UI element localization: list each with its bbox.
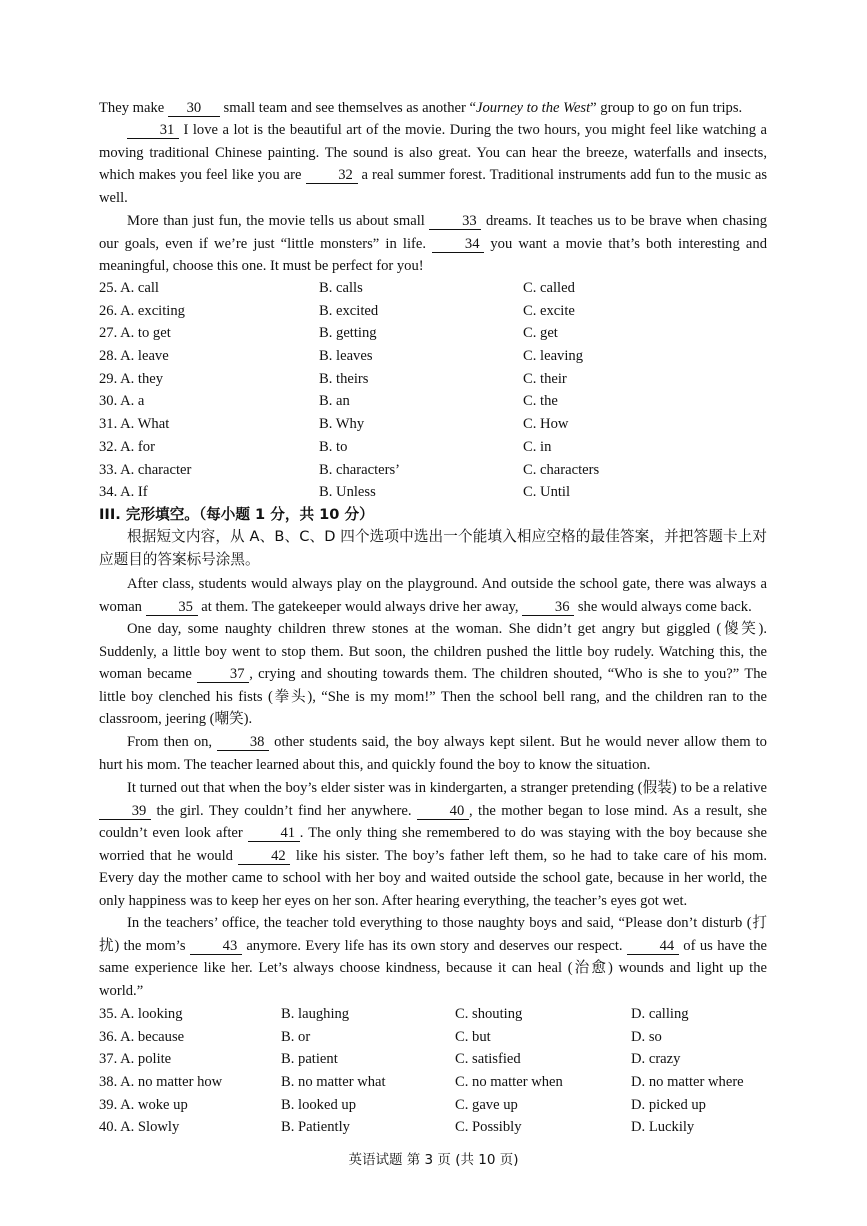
option-c[interactable]: C. leaving xyxy=(523,348,583,365)
option-row-40 xyxy=(99,1116,767,1139)
option-a[interactable]: 26. A. exciting xyxy=(99,302,185,319)
option-b[interactable]: B. an xyxy=(319,393,350,410)
option-a[interactable]: 32. A. for xyxy=(99,438,155,455)
option-b[interactable]: B. no matter what xyxy=(281,1074,386,1091)
text: . The only thing she remembered to do was staying with the boy because she worried that he would xyxy=(99,825,767,864)
option-a[interactable]: 36. A. because xyxy=(99,1028,185,1045)
option-row-35 xyxy=(99,1003,767,1026)
passage2-paragraph-5 xyxy=(99,912,767,1002)
option-row-31 xyxy=(99,413,767,436)
option-row-30 xyxy=(99,390,767,413)
option-b[interactable]: B. Why xyxy=(319,416,365,433)
option-a[interactable]: 25. A. call xyxy=(99,280,159,296)
blank-43[interactable]: 43 xyxy=(190,939,242,955)
option-a[interactable]: 30. A. a xyxy=(99,393,145,410)
text: dreams. It teaches us to be brave when chasing our goals, even if we’re just “little monsters” in life. xyxy=(99,213,767,252)
option-a[interactable]: 34. A. If xyxy=(99,484,148,501)
option-c[interactable]: C. How xyxy=(523,416,569,433)
option-c[interactable]: C. their xyxy=(523,370,567,387)
section-heading: III. 完形填空。（每小题 1 分，共 10 分） xyxy=(99,506,374,523)
blank-44[interactable]: 44 xyxy=(627,939,679,955)
text: she would always come back. xyxy=(574,598,752,615)
option-b[interactable]: B. to xyxy=(319,438,348,455)
blank-37[interactable]: 37 xyxy=(197,667,249,683)
passage2-paragraph-1 xyxy=(99,573,767,618)
option-c[interactable]: C. gave up xyxy=(455,1096,518,1113)
text: like his sister. The boy’s father left them, so he had to take care of his mom. Every day the mother came to school with her boy and waited outside the school gate, because in her world, the only happiness was to keep her eyes on her son. After hearing everything, the teacher’s eyes got wet. xyxy=(99,847,767,909)
option-b[interactable]: B. leaves xyxy=(319,348,373,365)
option-b[interactable]: B. excited xyxy=(319,302,379,319)
blank-39[interactable]: 39 xyxy=(99,804,151,820)
blank-31[interactable]: 31 xyxy=(127,123,179,139)
text: After class, students would always play on the playground. And outside the school gate, there was always a woman xyxy=(99,576,767,615)
option-b[interactable]: B. laughing xyxy=(281,1006,350,1022)
option-row-32 xyxy=(99,436,767,459)
option-row-28 xyxy=(99,345,767,368)
text: , crying and shouting towards them. The children shouted, “Who is she to you?” The little boy clenched his fists (拳头), “She is my mom!” Then the school bell rang, and the children ran to the classroom, jeering (嘲笑). xyxy=(99,666,768,728)
blank-36[interactable]: 36 xyxy=(522,600,574,616)
option-row-37 xyxy=(99,1048,767,1071)
option-c[interactable]: C. excite xyxy=(523,302,575,319)
blank-30[interactable]: 30 xyxy=(168,101,220,117)
option-b[interactable]: B. patient xyxy=(281,1051,338,1068)
option-a[interactable]: 40. A. Slowly xyxy=(99,1119,180,1136)
option-a[interactable]: 27. A. to get xyxy=(99,325,171,342)
blank-42[interactable]: 42 xyxy=(238,849,290,865)
blank-32[interactable]: 32 xyxy=(306,168,358,184)
option-b[interactable]: B. Unless xyxy=(319,484,376,501)
option-c[interactable]: C. shouting xyxy=(455,1006,523,1022)
option-b[interactable]: B. getting xyxy=(319,325,377,342)
blank-38[interactable]: 38 xyxy=(217,735,269,751)
option-c[interactable]: C. called xyxy=(523,280,575,296)
option-row-27 xyxy=(99,322,767,345)
option-a[interactable]: 31. A. What xyxy=(99,416,170,433)
option-row-36 xyxy=(99,1026,767,1049)
text: the girl. They couldn’t find her anywhere. xyxy=(151,802,417,819)
option-d[interactable]: D. no matter where xyxy=(631,1074,744,1091)
text: a real summer forest. Traditional instruments add fun to the music as well. xyxy=(99,167,767,206)
option-c[interactable]: C. Possibly xyxy=(455,1119,522,1136)
passage1-paragraph-2 xyxy=(99,119,767,209)
option-c[interactable]: C. satisfied xyxy=(455,1051,521,1068)
option-a[interactable]: 37. A. polite xyxy=(99,1051,172,1068)
passage2-paragraph-2 xyxy=(99,618,767,731)
text: , the mother began to lose mind. As a result, she couldn’t even look after xyxy=(99,802,767,842)
passage2-paragraph-3 xyxy=(99,731,767,776)
option-row-29 xyxy=(99,368,767,391)
option-row-25 xyxy=(99,277,767,300)
text: I love a lot is the beautiful art of the movie. During the two hours, you might feel like watching a moving traditional Chinese painting. The sound is also great. You can hear the breeze, waterfalls and insects, which makes you feel like you are xyxy=(99,122,767,184)
option-c[interactable]: C. the xyxy=(523,393,558,410)
option-a[interactable]: 38. A. no matter how xyxy=(99,1074,223,1091)
option-b[interactable]: B. calls xyxy=(319,280,363,296)
blank-34[interactable]: 34 xyxy=(432,237,484,253)
option-c[interactable]: C. characters xyxy=(523,461,600,478)
options-35-40 xyxy=(99,1003,767,1139)
text: at them. The gatekeeper would always drive her away, xyxy=(197,598,523,615)
text: From then on, xyxy=(127,734,218,750)
text: They make xyxy=(99,100,168,116)
text: More than just fun, the movie tells us about small xyxy=(127,213,430,229)
blank-35[interactable]: 35 xyxy=(146,600,198,616)
option-c[interactable]: C. no matter when xyxy=(455,1074,563,1091)
option-d[interactable]: D. Luckily xyxy=(631,1119,695,1136)
option-d[interactable]: D. so xyxy=(631,1028,662,1045)
text: of us have the same experience like her. Let’s always choose kindness, because it can heal (治愈) wounds and light up the world.” xyxy=(99,937,767,999)
option-d[interactable]: D. crazy xyxy=(631,1051,681,1068)
text: you want a movie that’s both interesting and meaningful, choose this one. It must be perfect for you! xyxy=(99,235,767,275)
option-a[interactable]: 28. A. leave xyxy=(99,348,169,365)
option-row-33 xyxy=(99,459,767,482)
text: other students said, the boy always kept silent. But he would never allow them to hurt his mom. The teacher learned about this, and quickly found the boy to know the situation. xyxy=(99,734,767,773)
page-footer: 英语试题 第 3 页 (共 10 页) xyxy=(348,1152,519,1168)
option-c[interactable]: C. in xyxy=(523,438,552,455)
blank-40[interactable]: 40 xyxy=(417,804,469,820)
blank-41[interactable]: 41 xyxy=(248,826,300,842)
option-a[interactable]: 29. A. they xyxy=(99,370,164,387)
option-row-38 xyxy=(99,1071,767,1094)
passage1-paragraph-1 xyxy=(99,97,767,120)
text: anymore. Every life has its own story and deserves our respect. xyxy=(241,937,627,954)
text: small team and see themselves as another “ xyxy=(219,100,477,116)
option-b[interactable]: B. theirs xyxy=(319,370,369,387)
option-row-26 xyxy=(99,300,767,323)
blank-33[interactable]: 33 xyxy=(429,214,481,230)
passage1-paragraph-3 xyxy=(99,210,767,278)
option-b[interactable]: B. Patiently xyxy=(281,1119,350,1136)
option-d[interactable]: D. calling xyxy=(631,1006,689,1022)
option-d[interactable]: D. picked up xyxy=(631,1096,706,1113)
option-c[interactable]: C. but xyxy=(455,1028,491,1045)
passage2-paragraph-4 xyxy=(99,777,767,913)
option-b[interactable]: B. or xyxy=(281,1028,311,1045)
text: ” group to go on fun trips. xyxy=(590,100,743,116)
option-c[interactable]: C. get xyxy=(523,325,558,342)
text: One day, some naughty children threw stones at the woman. She didn’t get angry but giggled (傻笑). Suddenly, a little boy went to stop them. But soon, the children pushed the little boy rudely. Watching this, the woman became xyxy=(99,621,767,683)
option-row-39 xyxy=(99,1094,767,1117)
text: In the teachers’ office, the teacher told everything to those naughty boys and said, “Please don’t disturb (打扰) the mom’s xyxy=(99,915,767,954)
option-row-34 xyxy=(99,481,767,504)
text: It turned out that when the boy’s elder sister was in kindergarten, a stranger pretending (假装) to be a relative xyxy=(127,780,767,796)
movie-title: Journey to the West xyxy=(476,100,591,116)
option-a[interactable]: 35. A. looking xyxy=(99,1006,183,1022)
options-25-34 xyxy=(99,277,767,504)
option-a[interactable]: 39. A. woke up xyxy=(99,1096,188,1113)
option-b[interactable]: B. looked up xyxy=(281,1096,356,1113)
section-instruction: 根据短文内容，从 A、B、C、D 四个选项中选出一个能填入相应空格的最佳答案，并把答题卡上对应题目的答案标号涂黑。 xyxy=(99,528,767,568)
option-b[interactable]: B. characters’ xyxy=(319,461,401,478)
option-a[interactable]: 33. A. character xyxy=(99,461,192,478)
option-c[interactable]: C. Until xyxy=(523,484,571,501)
